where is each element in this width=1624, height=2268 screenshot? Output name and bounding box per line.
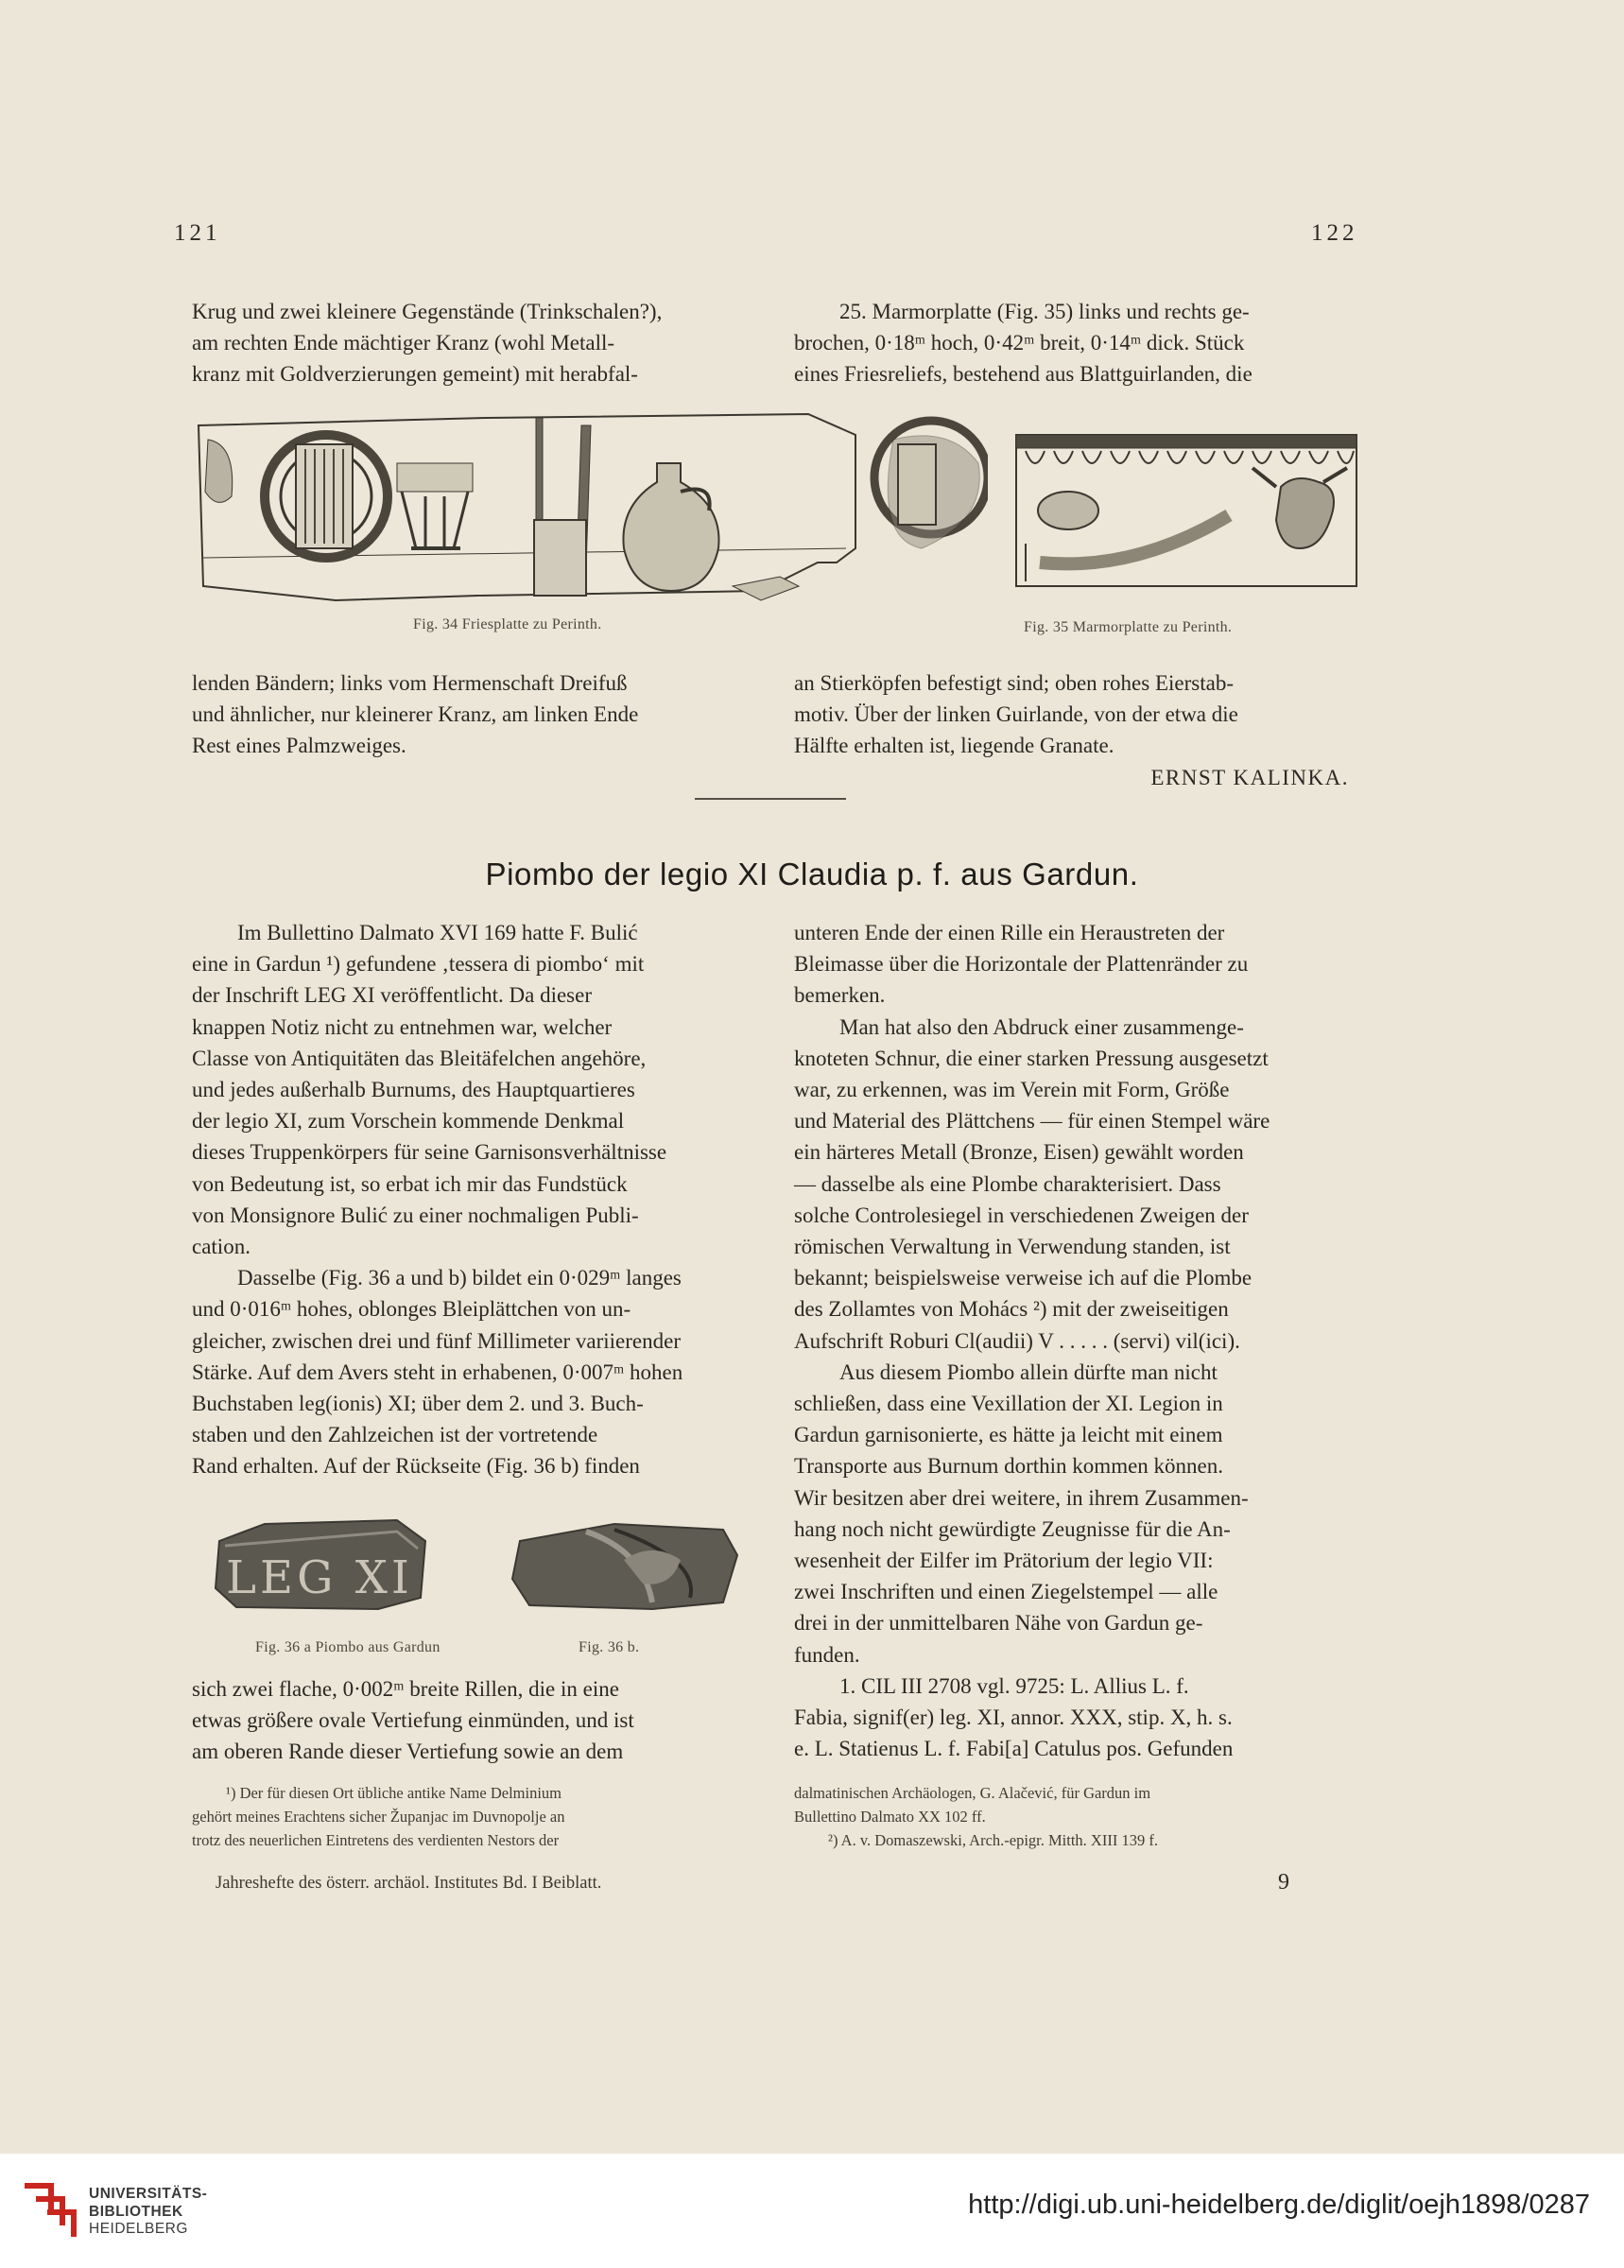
fig36-lead-seal-images (208, 1503, 747, 1621)
sheet-number: 9 (1278, 1870, 1289, 1895)
text-line: und Material des Plättchens — für einen Stempel wäre (794, 1109, 1270, 1134)
text-line: staben und den Zahlzeichen ist der vortretende (192, 1423, 598, 1447)
text-line: Bleimasse über die Horizontale der Plattenränder zu (794, 952, 1249, 977)
text-line: Dasselbe (Fig. 36 a und b) bildet ein 0·029ᵐ langes (237, 1266, 682, 1290)
text-line: Buchstaben leg(ionis) XI; über dem 2. und 3. Buch- (192, 1392, 644, 1416)
text-line: solche Controlesiegel in verschiedenen Zweigen der (794, 1203, 1249, 1227)
text-line: hang noch nicht gewürdigte Zeugnisse für die An- (794, 1516, 1231, 1541)
text-line: am oberen Rande dieser Vertiefung sowie an dem (192, 1740, 624, 1764)
text-line: kranz mit Goldverzierungen gemeint) mit herabfal- (192, 362, 638, 387)
text-line: sich zwei flache, 0·002ᵐ breite Rillen, die in eine (192, 1677, 619, 1701)
text-line: Rand erhalten. Auf der Rückseite (Fig. 36 b) finden (192, 1454, 640, 1479)
text-line: Wir besitzen aber drei weitere, in ihrem Zusammen- (794, 1485, 1249, 1510)
text-line: von Monsignore Bulić zu einer nochmaligen Publi- (192, 1203, 639, 1227)
fig36a-caption: Fig. 36 a Piombo aus Gardun (255, 1639, 441, 1655)
text-line: der Inschrift LEG XI veröffentlicht. Da dieser (192, 983, 592, 1008)
footnote-line: ¹) Der für diesen Ort übliche antike Name Delminium (226, 1784, 561, 1802)
text-line: unteren Ende der einen Rille ein Heraustreten der (794, 921, 1225, 944)
text-line: etwas größere ovale Vertiefung einmünden, und ist (192, 1708, 634, 1733)
text-line: bemerken. (794, 983, 886, 1008)
text-line: gleicher, zwischen drei und fünf Millimeter variierender (192, 1328, 682, 1353)
top-right-column (794, 296, 1355, 390)
text-line: brochen, 0·18ᵐ hoch, 0·42ᵐ breit, 0·14ᵐ dick. Stück (794, 331, 1245, 355)
text-line: römischen Verwaltung in Verwendung standen, ist (794, 1235, 1231, 1259)
fig35-marble-slab-drawing (1011, 430, 1361, 596)
text-line: und jedes außerhalb Burnums, des Hauptquartieres (192, 1078, 635, 1102)
journal-note: Jahreshefte des österr. archäol. Institutes Bd. I Beiblatt. (216, 1874, 602, 1893)
mid-right-column (794, 667, 1355, 793)
text-line: dieses Truppenkörpers für seine Garnisonsverhältnisse (192, 1140, 667, 1165)
text-line: Im Bullettino Dalmato XVI 169 hatte F. Bulić (237, 921, 638, 944)
footnote-line: ²) A. v. Domaszewski, Arch.-epigr. Mitth. XIII 139 f. (828, 1830, 1158, 1849)
text-line: Fabia, signif(er) leg. XI, annor. XXX, stip. X, h. s. (794, 1705, 1233, 1730)
footnote-line: gehört meines Erachtens sicher Županjac im Duvnopolje an (192, 1807, 565, 1826)
text-line: an Stierköpfen befestigt sind; oben rohes Eierstab- (794, 671, 1234, 695)
author-signature: ERNST KALINKA. (1150, 765, 1349, 789)
body-right-column (794, 917, 1355, 1764)
text-line: wesenheit der Eilfer im Prätorium der legio VII: (794, 1549, 1214, 1573)
text-line: cation. (192, 1235, 251, 1259)
logo-line: HEIDELBERG (89, 2221, 188, 2237)
logo-line: UNIVERSITÄTS- (89, 2186, 208, 2202)
page-number-right: 122 (1311, 220, 1358, 246)
body-left-continuation (192, 1673, 752, 1768)
text-line: eines Friesreliefs, bestehend aus Blattguirlanden, die (794, 362, 1253, 387)
text-line: drei in der unmittelbaren Nähe von Gardun ge- (794, 1611, 1203, 1636)
text-line: 1. CIL III 2708 vgl. 9725: L. Allius L. f. (839, 1673, 1189, 1698)
footnotes-right (794, 1782, 1355, 1852)
text-line: Krug und zwei kleinere Gegenstände (Trinkschalen?), (192, 300, 663, 323)
text-line: und 0·016ᵐ hohes, oblonges Bleiplättchen von un- (192, 1297, 631, 1322)
page-number-left: 121 (174, 220, 221, 246)
text-line: war, zu erkennen, was im Verein mit Form, Größe (794, 1078, 1230, 1102)
text-line: Man hat also den Abdruck einer zusammenge- (839, 1014, 1244, 1039)
footnote-line: trotz des neuerlichen Eintretens des verdienten Nestors der (192, 1830, 560, 1849)
body-left-column (192, 917, 752, 1482)
footnotes-left (192, 1782, 752, 1852)
text-line: — dasselbe als eine Plombe charakterisiert. Dass (794, 1171, 1221, 1196)
library-logo-text (89, 2186, 207, 2239)
text-line: Transporte aus Burnum dorthin kommen können. (794, 1454, 1224, 1479)
fig34-frieze-drawing (194, 407, 988, 610)
text-line: knappen Notiz nicht zu entnehmen war, welcher (192, 1014, 613, 1039)
logo-line: BIBLIOTHEK (89, 2203, 183, 2220)
text-line: am rechten Ende mächtiger Kranz (wohl Metall- (192, 331, 615, 355)
fig35-caption: Fig. 35 Marmorplatte zu Perinth. (1024, 619, 1233, 635)
text-line: eine in Gardun ¹) gefundene ‚tessera di piombo‘ mit (192, 952, 645, 977)
section-divider (695, 798, 846, 800)
footnote-line: dalmatinischen Archäologen, G. Alačević, für Gardun im (794, 1784, 1151, 1802)
library-footer-bar (0, 2154, 1624, 2268)
text-line: Gardun garnisonierte, es hätte ja leicht mit einem (794, 1423, 1223, 1447)
text-line: und ähnlicher, nur kleinerer Kranz, am linken Ende (192, 702, 639, 727)
fig36b-caption: Fig. 36 b. (579, 1639, 640, 1655)
text-line: Rest eines Palmzweiges. (192, 734, 406, 758)
text-line: Stärke. Auf dem Avers steht in erhabenen, 0·007ᵐ hohen (192, 1359, 683, 1384)
text-line: zwei Inschriften und einen Ziegelstempel — alle (794, 1580, 1218, 1604)
text-line: von Bedeutung ist, so erbat ich mir das Fundstück (192, 1171, 628, 1196)
text-line: der legio XI, zum Vorschein kommende Denkmal (192, 1109, 625, 1134)
text-line: e. L. Statienus L. f. Fabi[a] Catulus pos. Gefunden (794, 1737, 1234, 1761)
fig36a-seal-front (216, 1520, 425, 1609)
fig36b-seal-back (512, 1524, 737, 1609)
text-line: Aus diesem Piombo allein dürfte man nicht (839, 1359, 1218, 1384)
text-line: 25. Marmorplatte (Fig. 35) links und rechts ge- (839, 300, 1250, 323)
text-line: motiv. Über der linken Guirlande, von der etwa die (794, 702, 1238, 727)
text-line: schließen, dass eine Vexillation der XI. Legion in (794, 1392, 1223, 1416)
document-url-link[interactable]: http://digi.ub.uni-heidelberg.de/diglit/oejh1898/0287 (968, 2190, 1590, 2220)
text-line: bekannt; beispielsweise verweise ich auf die Plombe (794, 1266, 1253, 1290)
text-line: knoteten Schnur, die einer starken Pressung ausgesetzt (794, 1046, 1269, 1070)
fig36a-inscription: LEG XI (226, 1551, 413, 1604)
text-line: lenden Bändern; links vom Hermenschaft Dreifuß (192, 671, 628, 695)
library-logo-icon (17, 2178, 79, 2241)
article-title: Piombo der legio XI Claudia p. f. aus Gardun. (485, 857, 1139, 892)
mid-left-column (192, 667, 752, 762)
text-line: Aufschrift Roburi Cl(audii) V . . . . . (servi) vil(ici). (794, 1328, 1240, 1353)
fig34-caption: Fig. 34 Friesplatte zu Perinth. (413, 616, 602, 632)
top-left-column (192, 296, 752, 390)
footnote-line: Bullettino Dalmato XX 102 ff. (794, 1807, 986, 1826)
text-line: funden. (794, 1642, 860, 1667)
text-line: Hälfte erhalten ist, liegende Granate. (794, 734, 1114, 758)
text-line: Classe von Antiquitäten das Bleitäfelchen angehöre, (192, 1046, 647, 1070)
text-line: ein härteres Metall (Bronze, Eisen) gewählt worden (794, 1140, 1244, 1165)
text-line: des Zollamtes von Mohács ²) mit der zweiseitigen (794, 1297, 1229, 1322)
